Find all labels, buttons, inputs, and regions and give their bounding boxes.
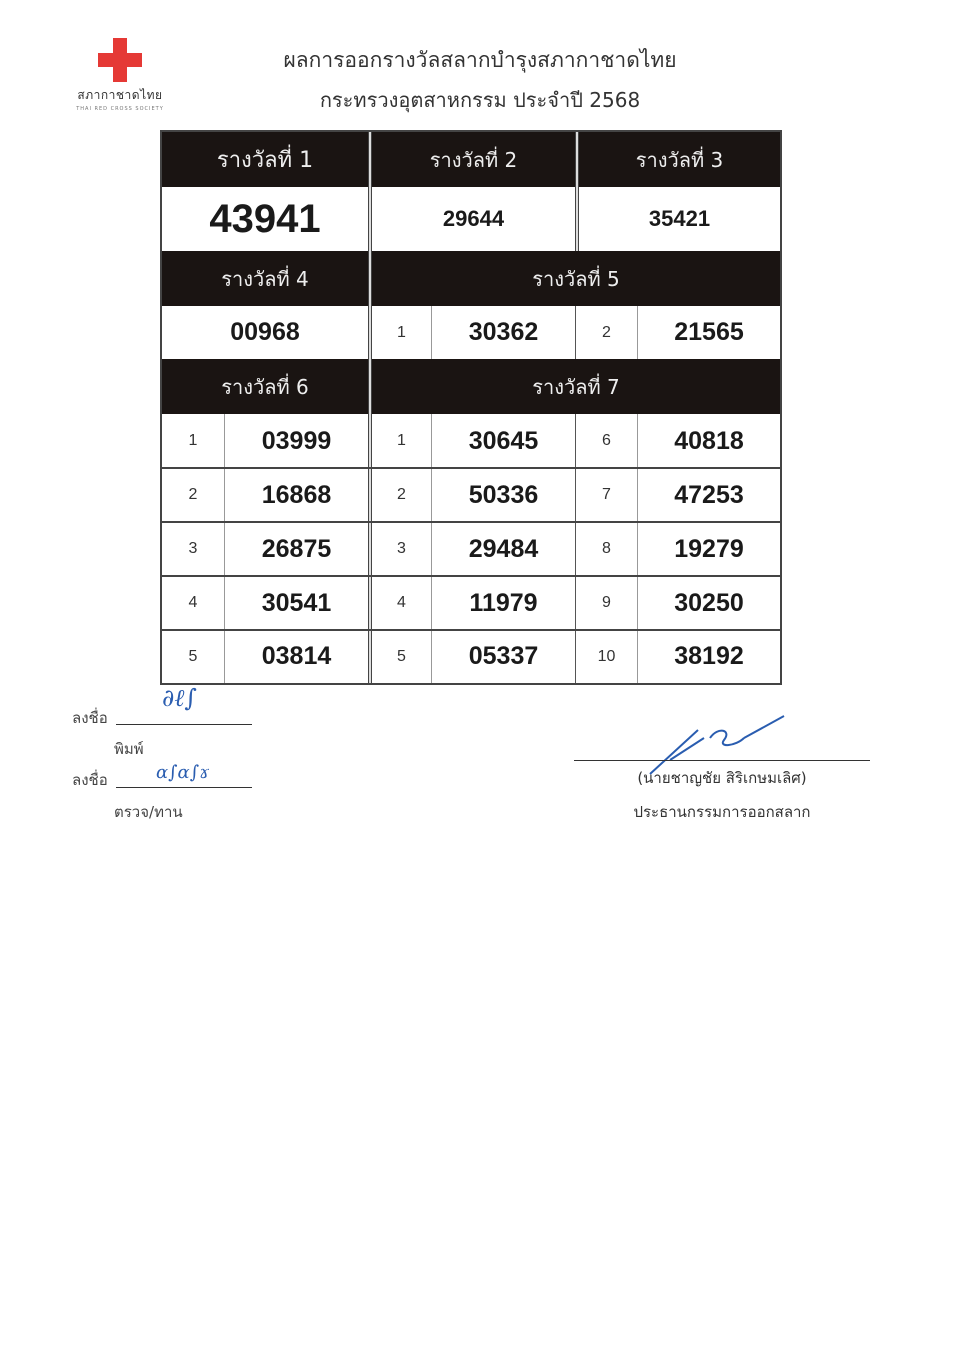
center-divider	[368, 132, 372, 683]
index-divider	[431, 414, 432, 683]
prize-7-number: 19279	[638, 522, 780, 576]
prize-6-number: 26875	[225, 522, 368, 576]
prize-6-index: 1	[162, 414, 224, 468]
prize-7-number: 11979	[432, 576, 575, 630]
prize-7-index: 1	[372, 414, 431, 468]
prize-7-index: 3	[372, 522, 431, 576]
prize-7-index: 2	[372, 468, 431, 522]
prize-7-number: 29484	[432, 522, 575, 576]
prize-1-header: รางวัลที่ 1	[162, 132, 368, 187]
prize-5-number: 21565	[638, 306, 780, 359]
sign-label: ลงชื่อ	[72, 709, 108, 727]
prize-4-number: 00968	[162, 306, 368, 359]
signature-line	[116, 787, 252, 788]
index-divider	[431, 306, 432, 359]
prize-7-number: 05337	[432, 630, 575, 683]
prize-7-index: 10	[576, 630, 637, 683]
prize-5-index: 1	[372, 306, 431, 359]
prize-7-number: 38192	[638, 630, 780, 683]
prize-3-number: 35421	[579, 187, 780, 251]
prize-7-index: 8	[576, 522, 637, 576]
page-title: ผลการออกรางวัลสลากบำรุงสภากาชาดไทย	[283, 48, 677, 72]
sign-label: ลงชื่อ	[72, 771, 108, 789]
row-divider	[162, 629, 780, 631]
prize-5-header: รางวัลที่ 5	[372, 251, 780, 306]
prize-7-number: 40818	[638, 414, 780, 468]
index-divider	[637, 306, 638, 359]
logo-name-en: THAI RED CROSS SOCIETY	[76, 106, 164, 112]
prize-7-index: 7	[576, 468, 637, 522]
prize-7-index: 5	[372, 630, 431, 683]
prize-6-number: 16868	[225, 468, 368, 522]
prize-7-index: 6	[576, 414, 637, 468]
signatory-name: (นายชาญชัย สิริเกษมเลิศ)	[637, 769, 807, 787]
signature-line	[574, 760, 870, 761]
prize-7-number: 30250	[638, 576, 780, 630]
prize-6-number: 03814	[225, 630, 368, 683]
prize-5-number: 30362	[432, 306, 575, 359]
prize-6-number: 03999	[225, 414, 368, 468]
prize-6-header: รางวัลที่ 6	[162, 359, 368, 414]
column-divider	[575, 414, 576, 683]
prize-2-number: 29644	[372, 187, 575, 251]
prize-7-number: 47253	[638, 468, 780, 522]
row-divider	[162, 575, 780, 577]
column-divider	[575, 132, 579, 251]
results-table	[160, 130, 782, 685]
prize-7-number: 50336	[432, 468, 575, 522]
prize-6-index: 5	[162, 630, 224, 683]
row-divider	[162, 467, 780, 469]
index-divider	[224, 414, 225, 683]
prize-7-header: รางวัลที่ 7	[372, 359, 780, 414]
prize-5-index: 2	[576, 306, 637, 359]
prize-7-index: 4	[372, 576, 431, 630]
prize-2-header: รางวัลที่ 2	[372, 132, 575, 187]
page-subtitle: กระทรวงอุตสาหกรรม ประจำปี 2568	[319, 88, 641, 112]
row-divider	[162, 521, 780, 523]
signature-mark: ∂ℓ∫	[162, 684, 197, 712]
prize-4-header: รางวัลที่ 4	[162, 251, 368, 306]
thai-red-cross-logo	[66, 38, 174, 114]
prize-6-number: 30541	[225, 576, 368, 630]
signature-mark: ɑ∫ɑ∫ɤ	[156, 762, 210, 783]
signatory-title: ประธานกรรมการออกสลาก	[633, 803, 811, 821]
logo-name-th: สภากาชาดไทย	[77, 88, 163, 102]
red-cross-icon	[98, 38, 142, 82]
prize-6-index: 4	[162, 576, 224, 630]
prize-1-number: 43941	[162, 187, 368, 251]
index-divider	[637, 414, 638, 683]
role-label-proofreader: ตรวจ/ทาน	[114, 803, 183, 821]
prize-7-number: 30645	[432, 414, 575, 468]
prize-3-header: รางวัลที่ 3	[579, 132, 780, 187]
signature-line	[116, 724, 252, 725]
column-divider	[575, 306, 576, 359]
prize-6-index: 3	[162, 522, 224, 576]
role-label-printer: พิมพ์	[114, 740, 144, 758]
prize-7-index: 9	[576, 576, 637, 630]
prize-6-index: 2	[162, 468, 224, 522]
